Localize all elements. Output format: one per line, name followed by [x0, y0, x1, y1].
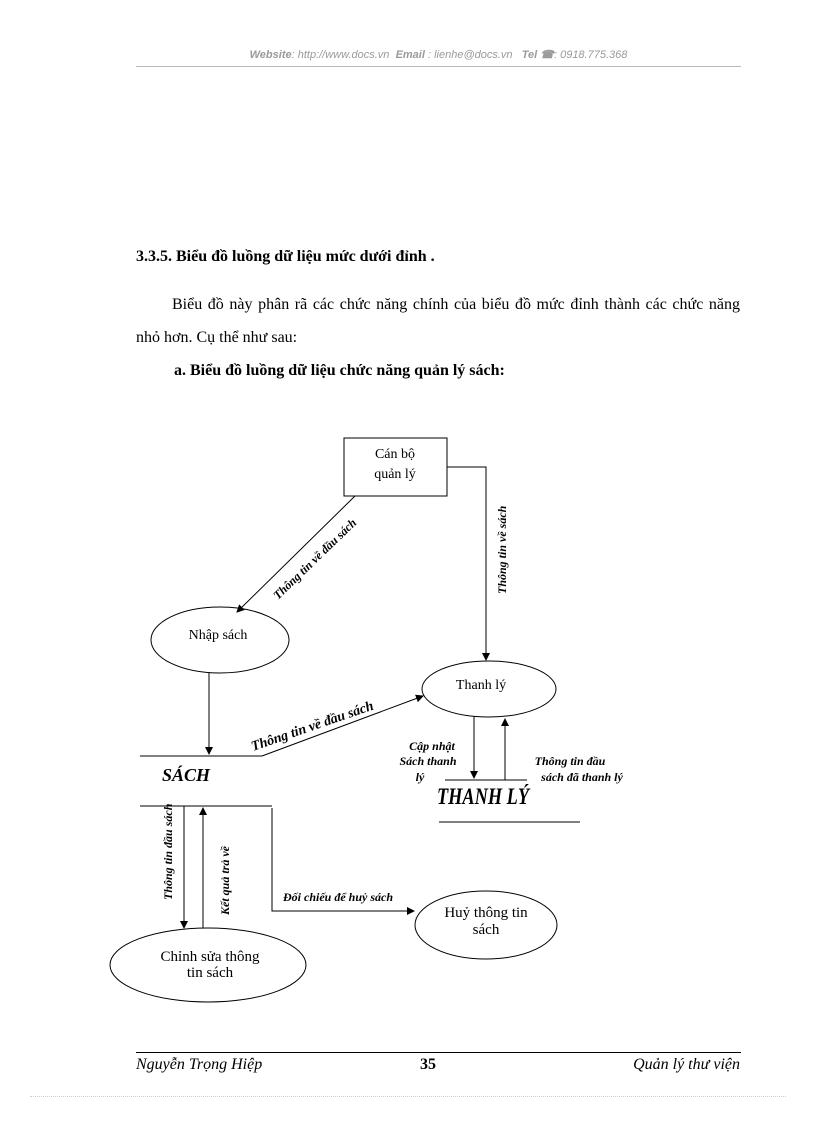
- website-label: Website: [249, 49, 292, 61]
- email-value: : lienhe@docs.vn: [427, 49, 513, 61]
- tel-label: Tel: [521, 49, 538, 61]
- flow-store-to-thanh-ly-label: Thông tin về đầu sách: [249, 698, 376, 755]
- actor-label-line1: Cán bộ: [374, 447, 416, 462]
- page-number: 35: [420, 1056, 436, 1073]
- flow-tt-dau-sach-line2: sách đã thanh lý: [541, 770, 623, 784]
- flow-actor-to-thanh-ly: [447, 467, 486, 660]
- process-huy-label-line1: Huỷ thông tin: [444, 905, 528, 921]
- process-nhap-sach-label: Nhập sách: [188, 628, 248, 643]
- tel-value: : 0918.775.368: [553, 49, 628, 61]
- footer-title: Quản lý thư viện: [633, 1056, 740, 1073]
- flow-store-to-chinh-sua-label: Thông tin đầu sách: [161, 803, 175, 900]
- flow-tt-dau-sach-line1: Thông tin đầu: [534, 754, 606, 768]
- flow-actor-to-nhap-sach: [237, 496, 355, 612]
- phone-icon: ☎: [540, 49, 554, 61]
- page-bottom-border: [30, 1096, 786, 1097]
- flow-cap-nhat-line2: Sách thanh: [399, 754, 457, 768]
- flow-doi-chieu-label: Đối chiếu để huỷ sách: [283, 890, 394, 904]
- process-chinh-sua-label-line2: tin sách: [186, 965, 234, 981]
- process-huy-label-line2: sách: [472, 922, 500, 938]
- process-thanh-ly-label: Thanh lý: [455, 678, 507, 693]
- flow-cap-nhat-line1: Cập nhật: [409, 739, 455, 753]
- website-value: : http://www.docs.vn: [291, 49, 390, 61]
- sub-heading: a. Biểu đồ luồng dữ liệu chức năng quản lý sách:: [174, 362, 505, 379]
- flow-actor-to-thanh-ly-label: Thông tin về sách: [495, 505, 509, 594]
- intro-paragraph: Biểu đồ này phân rã các chức năng chính của biểu đồ mức đỉnh thành các chức năng nhỏ hơn. Cụ thể như sau:: [136, 296, 740, 346]
- flow-ket-qua-label: Kết quả trả về: [218, 846, 232, 915]
- section-heading: 3.3.5. Biểu đồ luồng dữ liệu mức dưới đỉnh .: [136, 248, 435, 265]
- actor-label-line2: quản lý: [374, 467, 416, 482]
- flow-cap-nhat-line3: lý: [415, 770, 425, 784]
- flow-actor-to-nhap-sach-label: Thông tin về đầu sách: [270, 515, 360, 603]
- footer-divider: [136, 1052, 741, 1053]
- email-label: Email: [395, 49, 425, 61]
- store-thanh-ly-label: THANH LÝ: [437, 784, 531, 809]
- process-chinh-sua-label-line1: Chỉnh sửa thông: [160, 949, 260, 965]
- store-sach-label: SÁCH: [162, 765, 211, 785]
- footer-author: Nguyễn Trọng Hiệp: [136, 1056, 263, 1073]
- flow-store-to-thanh-ly: [262, 696, 423, 756]
